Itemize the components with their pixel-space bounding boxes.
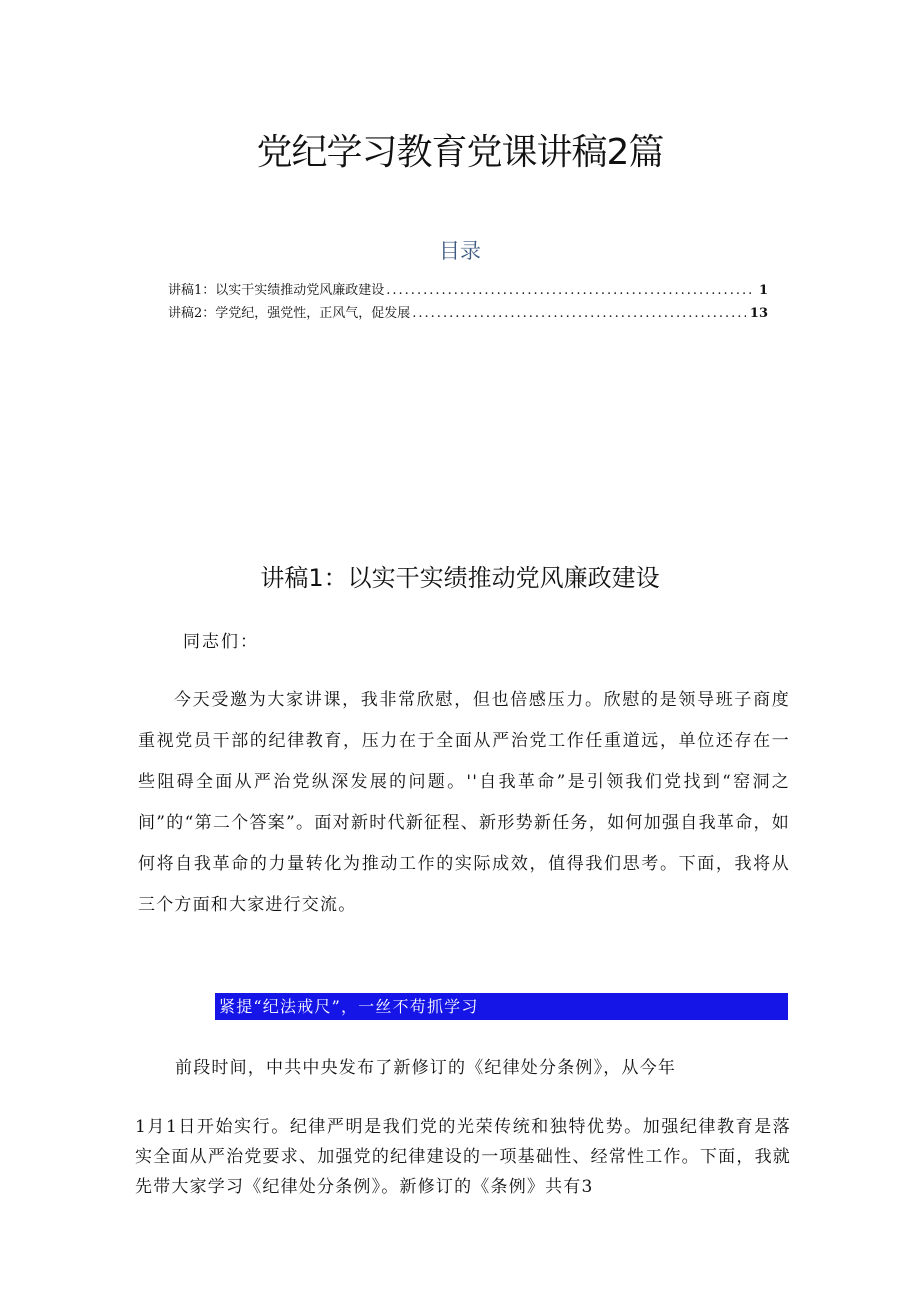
speech-title: 讲稿1：以实干实绩推动党风廉政建设 (260, 564, 660, 592)
section-heading-bar (215, 993, 788, 1020)
document-title: 党纪学习教育党课讲稿2篇 (256, 132, 664, 173)
toc-leader-dots (386, 280, 755, 302)
toc-page-number: 1 (758, 283, 768, 298)
toc-heading: 目录 (439, 239, 481, 263)
salutation: 同志们： (183, 632, 259, 652)
toc-page-number: 13 (749, 306, 768, 321)
body-paragraph-first-line: 前段时间，中共中央发布了新修订的《纪律处分条例》，从今年 (175, 1058, 677, 1078)
toc-leader-dots (412, 303, 746, 325)
section-heading: 紧提“纪法戒尺”，一丝不苟抓学习 (219, 997, 479, 1016)
body-paragraph-continuation: 1月1日开始实行。纪律严明是我们党的光荣传统和独特优势。加强纪律教育是落实全面从严治党要求、加强党的纪律建设的一项基础性、经常性工作。下面，我就先带大家学习《纪律处分条例》。新修订的《条例》共有3 (135, 1117, 791, 1197)
body-paragraph (135, 1050, 791, 1202)
toc-entry[interactable] (168, 280, 768, 302)
toc-entry-label: 讲稿2：学党纪，强党性，正风气，促发展 (168, 306, 411, 321)
toc-entry[interactable] (168, 303, 768, 325)
toc-entry-label: 讲稿1：以实干实绩推动党风廉政建设 (168, 283, 385, 298)
intro-paragraph: 今天受邀为大家讲课，我非常欣慰，但也倍感压力。欣慰的是领导班子商度重视党员干部的纪律教育，压力在于全面从严治党工作任重道远，单位还存在一些阻碍全面从严治党纵深发展的问题。''自我革命”是引领我们党找到“窑洞之间”的“第二个答案”。面对新时代新征程、新形势新任务，如何加强自我革命，如何将自我革命的力量转化为推动工作的实际成效，值得我们思考。下面，我将从三个方面和大家进行交流。 (138, 690, 790, 915)
